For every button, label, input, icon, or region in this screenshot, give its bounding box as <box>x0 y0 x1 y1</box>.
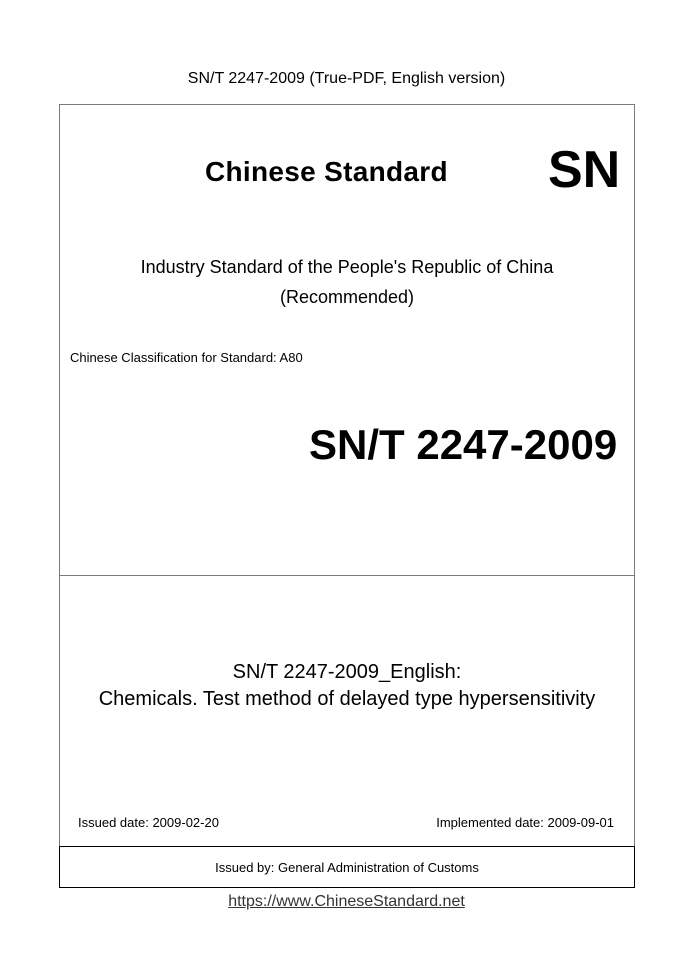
issuer-box <box>59 846 635 888</box>
cover-lower-frame <box>59 575 635 847</box>
cover-title: Chinese Standard <box>205 156 448 187</box>
issuer-text: Issued by: General Administration of Customs <box>215 859 479 875</box>
standard-mark: SN <box>548 141 621 199</box>
recommended-label: (Recommended) <box>279 287 415 307</box>
classification-label: Chinese Classification for Standard: A80 <box>70 350 303 365</box>
industry-standard-line: Industry Standard of the People's Republic of China <box>140 257 554 277</box>
implemented-date: Implemented date: 2009-09-01 <box>436 815 614 830</box>
page-header: SN/T 2247-2009 (True-PDF, English version) <box>187 70 506 87</box>
document-title-line2: Chemicals. Test method of delayed type hypersensitivity <box>98 688 596 710</box>
standard-number: SN/T 2247-2009 <box>309 421 618 468</box>
issued-date: Issued date: 2009-02-20 <box>78 815 219 830</box>
document-title-line1: SN/T 2247-2009_English: <box>232 661 462 683</box>
footer-link[interactable]: https://www.ChineseStandard.net <box>228 893 465 910</box>
